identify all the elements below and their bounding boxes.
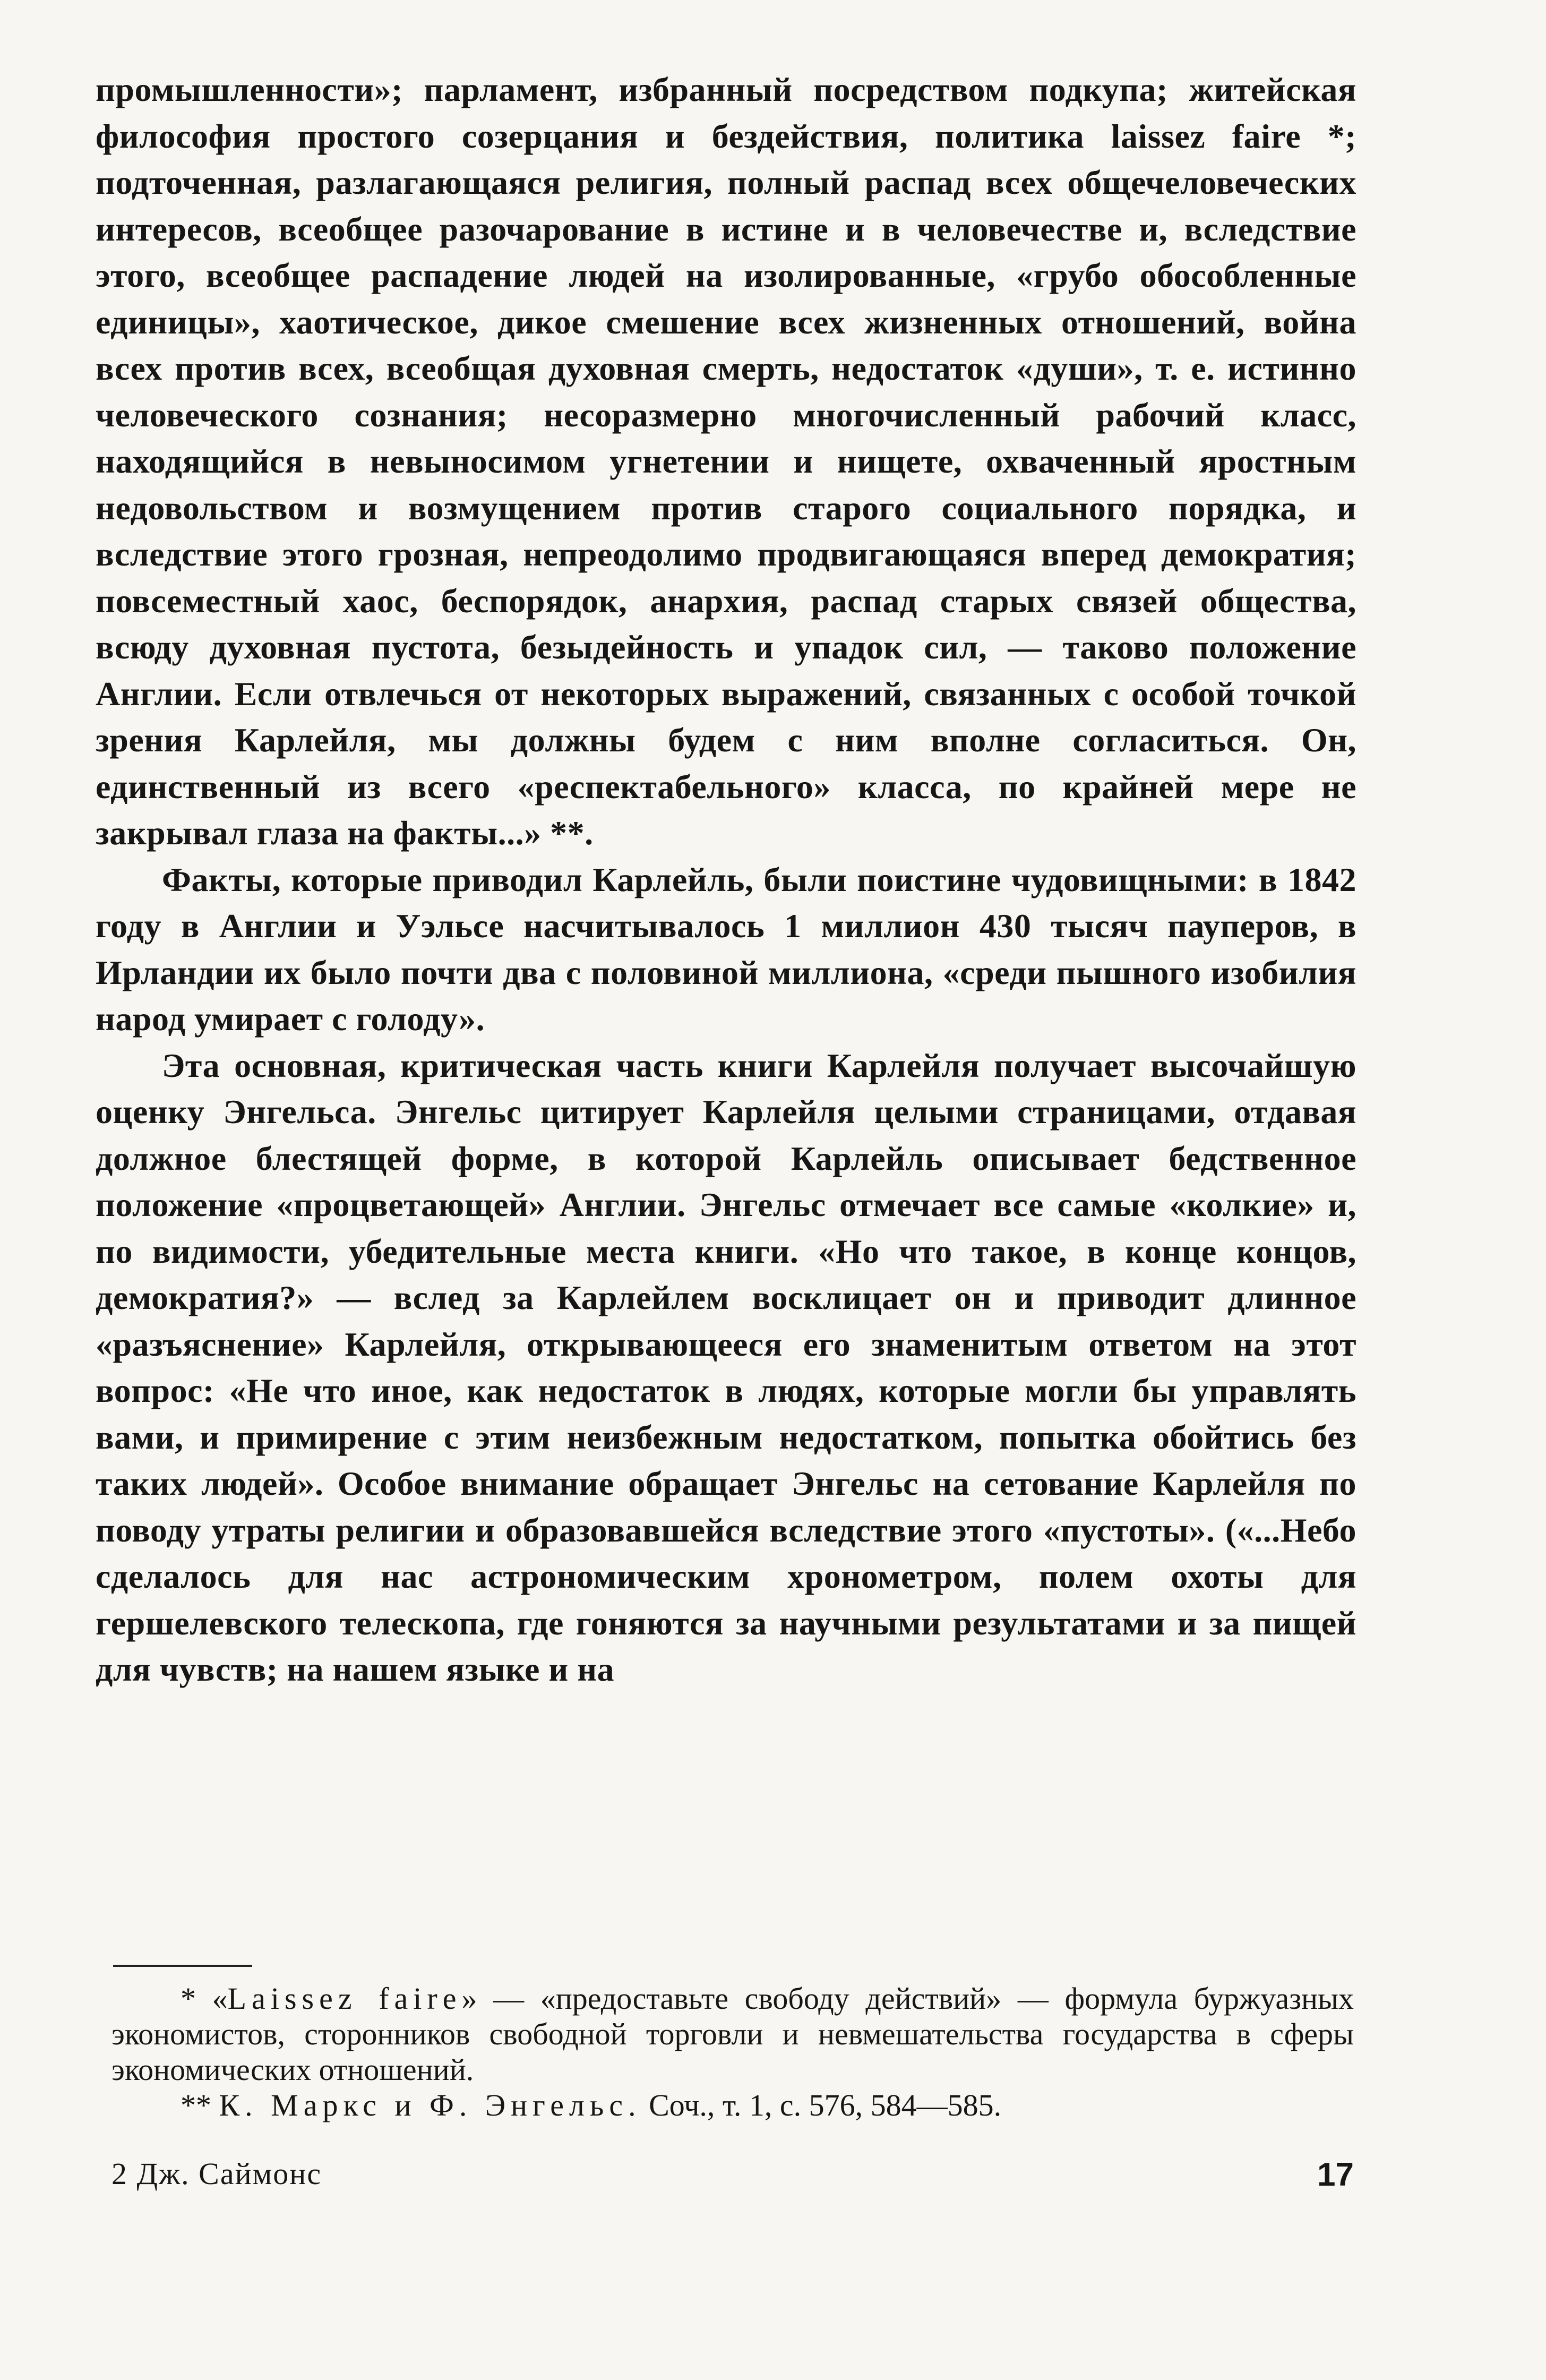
footnote-2-authors: К. Маркс и Ф. Энгельс. xyxy=(219,2088,641,2122)
footnote-2-text: Соч., т. 1, с. 576, 584—585. xyxy=(641,2088,1002,2122)
page-footer xyxy=(111,2156,1354,2204)
footnote-2-marker: ** xyxy=(181,2088,219,2122)
paragraph-1: промышленности»; парламент, избранный посредством подкупа; житейская философия простого созерцания и бездействия, политика laissez faire *; подточенная, разлагающаяся религия, полный распад всех общечеловеческих интересов, всеобщее разочарование в истине и в человечестве и, вследствие этого, всеобщее распадение людей на изолированные, «грубо обособленные единицы», хаотическое, дикое смешение всех жизненных отношений, война всех против всех, всеобщая духовная смерть, недостаток «души», т. е. истинно человеческого сознания; несоразмерно многочисленный рабочий класс, находящийся в невыносимом угнетении и нищете, охваченный яростным недовольством и возмущением против старого социального порядка, и вследствие этого грозная, непреодолимо продвигающаяся вперед демократия; повсеместный хаос, беспорядок, анархия, распад старых связей общества, всюду духовная пустота, безыдейность и упадок сил, — таково положение Англии. Если отвлечься от некоторых выражений, связанных с особой точкой зрения Карлейля, мы должны будем с ним вполне согласиться. Он, единственный из всего «респектабельного» класса, по крайней мере не закрывал глаза на факты...» **. xyxy=(96,71,1356,852)
footnote-2 xyxy=(111,2087,1354,2123)
main-text xyxy=(96,66,1356,1693)
footnote-1 xyxy=(111,1981,1354,2087)
paragraph-3: Эта основная, критическая часть книги Карлейля получает высочайшую оценку Энгельса. Энгельс цитирует Карлейля целыми страницами, отдавая должное блестящей форме, в которой Карлейль описывает бедственное положение «процветающей» Англии. Энгельс отмечает все самые «колкие» и, по видимости, убедительные места книги. «Но что такое, в конце концов, демократия?» — вслед за Карлейлем восклицает он и приводит длинное «разъяснение» Карлейля, открывающееся его знаменитым ответом на этот вопрос: «Не что иное, как недостаток в людях, которые могли бы управлять вами, и примирение с этим неизбежным недостатком, попытка обойтись без таких людей». Особое внимание обращает Энгельс на сетование Карлейля по поводу утраты религии и образовавшейся вследствие этого «пустоты». («...Небо сделалось для нас астрономическим хронометром, полем охоты для гершелевского телескопа, где гоняются за научными результатами и за пищей для чувств; на нашем языке и на xyxy=(96,1046,1356,1688)
page-number: 17 xyxy=(1317,2156,1354,2193)
printer-signature: 2 Дж. Саймонс xyxy=(111,2156,322,2191)
footnote-1-term: Laissez faire xyxy=(227,1981,462,2016)
footnote-divider xyxy=(113,1965,252,1967)
footnotes xyxy=(111,1981,1354,2123)
paragraph-2: Факты, которые приводил Карлейль, были поистине чудовищными: в 1842 году в Англии и Уэльсе насчитывалось 1 миллион 430 тысяч пауперов, в Ирландии их было почти два с половиной миллиона, «среди пышного изобилия народ умирает с голоду». xyxy=(96,860,1356,1038)
footnote-1-text: » — «предоставьте свободу действий» — формула буржуазных экономистов, сторонников свободной торговли и невмешательства государства в сферы экономических отношений. xyxy=(111,1981,1354,2087)
footnote-1-marker: * « xyxy=(181,1981,228,2016)
